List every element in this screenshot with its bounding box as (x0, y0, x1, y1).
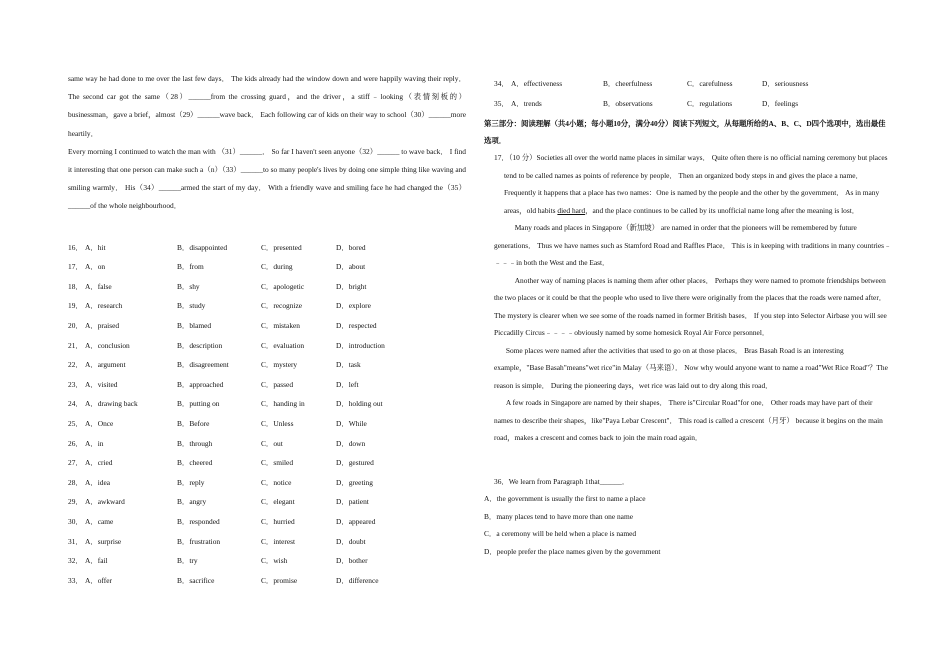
option-b[interactable]: B．from (177, 262, 204, 272)
question-row (68, 492, 466, 512)
option-d[interactable]: D．bright (336, 281, 367, 291)
option-c[interactable]: C．evaluation (261, 340, 305, 350)
option-b[interactable]: B．responded (177, 516, 220, 526)
option-b[interactable]: B．Before (177, 418, 210, 428)
question-row (68, 238, 466, 258)
option-b[interactable]: B．angry (177, 497, 207, 507)
option-a[interactable]: A．on (85, 262, 106, 272)
question-row (484, 74, 892, 94)
option-c[interactable]: C．during (261, 262, 293, 272)
question-number: 35． (494, 98, 509, 108)
option-a[interactable]: A．effectiveness (511, 79, 563, 88)
option-c[interactable]: C．regulations (687, 98, 733, 108)
question-number: 22． (68, 360, 83, 370)
question-number: 23． (68, 379, 83, 389)
question-row (68, 551, 466, 571)
question-number: 17． (68, 262, 83, 272)
option-c[interactable]: C．a ceremony will be held when a place is named (484, 529, 637, 539)
reading-paragraph-1 (494, 149, 892, 219)
question-number: 32． (68, 556, 83, 566)
option-c[interactable]: C．wish (261, 556, 288, 566)
question-row (68, 532, 466, 552)
option-a[interactable]: A．praised (85, 321, 120, 330)
option-d[interactable]: D．down (336, 438, 366, 448)
option-b[interactable]: B．many places tend to have more than one name (484, 511, 633, 521)
question-number: 27． (68, 458, 83, 468)
option-a[interactable]: A．research (85, 301, 123, 311)
option-a[interactable]: A．trends (511, 98, 542, 108)
option-b[interactable]: B．study (177, 301, 206, 311)
option-c[interactable]: C．recognize (261, 301, 303, 311)
option-b[interactable]: B．shy (177, 281, 200, 291)
question-row (68, 434, 466, 454)
question-number: 26． (68, 438, 83, 448)
option-d[interactable]: D．doubt (336, 536, 366, 546)
option-c[interactable]: C．presented (261, 242, 302, 252)
option-b[interactable]: B．cheerfulness (603, 79, 653, 88)
option-a[interactable]: A．drawing back (85, 399, 138, 409)
option-d[interactable]: D．about (336, 262, 366, 272)
question-number: 16． (68, 242, 83, 252)
question-row (68, 375, 466, 395)
reading-paragraph-2: Many roads and places in Singapore（新加坡） are named in order that the pioneers will be remembered by future generations． Thus we have names such as Stamford Road and Raffles Place． This is in keeping with traditions in many countries﹣﹣﹣﹣in both the West and the East． (494, 223, 892, 268)
option-a[interactable]: A．argument (85, 360, 126, 370)
option-a[interactable]: A．offer (85, 575, 112, 585)
option-d[interactable]: D．greeting (336, 477, 373, 487)
option-a[interactable]: A．awkward (85, 497, 125, 507)
option-a[interactable]: A．hit (85, 242, 106, 252)
option-c[interactable]: C．mistaken (261, 321, 301, 330)
question-number: 34． (494, 79, 509, 88)
question-36 (484, 473, 892, 561)
reading-paragraph-3: Another way of naming places is naming them after other places． Perhaps they were named to promote friendships between the two places or it could be that the people who used to live there were originally from the places that the roads were named after． The mystery is clearer when we see some of the roads named in former British bases． If you step into Selector Airbase you will see Piccadilly Circus﹣﹣﹣﹣obviously named by some homesick Royal Air Force personnel． (494, 275, 887, 338)
option-d[interactable]: D．respected (336, 321, 377, 330)
option-b[interactable]: B．disagreement (177, 360, 229, 370)
paragraph-text: ，and the place continues to be called by its unofficial name long after the meaning is lost． (585, 205, 860, 215)
option-b[interactable]: B．cheered (177, 458, 213, 468)
option-d[interactable]: D．bother (336, 556, 368, 566)
section-heading: 第三部分：阅读理解（共4小题；每小题10分，满分40分）阅读下列短文，从每题所给的A、B、C、D四个选项中，选出最佳选项． (484, 119, 886, 146)
option-b[interactable]: B．disappointed (177, 242, 228, 252)
option-d[interactable]: D．explore (336, 301, 371, 311)
option-b[interactable]: B．reply (177, 477, 205, 487)
option-b[interactable]: B．sacrifice (177, 575, 215, 585)
option-d[interactable]: D．appeared (336, 516, 376, 526)
option-d[interactable]: D．introduction (336, 340, 385, 350)
option-c[interactable]: C．mystery (261, 360, 298, 370)
option-b[interactable]: B．frustration (177, 536, 221, 546)
question-number: 33． (68, 575, 83, 585)
reading-paragraph-4: Some places were named after the activities that used to go on at those places． Bras Basah Road is an interesting example，"Base Basah"means"wet rice"in Malay（马来语）． Now why would anyone want to name a road"Wet Rice Road"？The reason is simple． During the pioneering days，wet rice was laid out to dry along this road． (494, 345, 888, 390)
question-number: 25． (68, 418, 83, 428)
option-d[interactable]: D．people prefer the place names given by the government (484, 546, 661, 556)
question-row (68, 355, 466, 375)
question-row (68, 277, 466, 297)
option-c[interactable]: C．notice (261, 477, 292, 487)
cloze-question-list (68, 238, 466, 591)
question-row (68, 512, 466, 532)
option-d[interactable]: D．difference (336, 575, 379, 585)
question-number: 20． (68, 321, 83, 330)
question-number: 21． (68, 340, 83, 350)
option-a[interactable]: A．idea (85, 477, 111, 487)
option-d[interactable]: D．patient (336, 497, 369, 507)
question-number: 24． (68, 399, 83, 409)
question-stem: 36．We learn from Paragraph 1that______． (494, 476, 630, 486)
option-b[interactable]: B．blamed (177, 321, 212, 330)
option-c[interactable]: C．out (261, 438, 283, 448)
option-a[interactable]: A．came (85, 516, 114, 526)
option-b[interactable]: B．through (177, 438, 213, 448)
paragraph-text: 17．（10 分）Societies all over the world name places in similar ways． Quite often there is no official naming ceremony but places tend to be called names as points of reference by people． Then an organized body steps in and gives the place a name． Frequently it happens that a place has two names：One is named by the people and the other by the government． As in many areas，old habits (494, 153, 888, 215)
question-row (68, 257, 466, 277)
option-a[interactable]: A．Once (85, 418, 114, 428)
option-a[interactable]: A．the government is usually the first to name a place (484, 494, 646, 504)
question-number: 28． (68, 477, 83, 487)
question-number: 29． (68, 497, 83, 507)
option-d[interactable]: D．While (336, 418, 367, 428)
question-number: 30． (68, 516, 83, 526)
option-c[interactable]: C．elegant (261, 497, 295, 507)
option-d[interactable]: D．bored (336, 242, 366, 252)
option-c[interactable]: C．apologetic (261, 281, 305, 291)
option-d[interactable]: D．left (336, 379, 359, 389)
question-row (68, 453, 466, 473)
option-c[interactable]: C．handing in (261, 399, 305, 409)
option-a[interactable]: A．cried (85, 458, 113, 468)
option-c[interactable]: C．smiled (261, 458, 294, 468)
option-b[interactable]: B．observations (603, 98, 653, 108)
option-c[interactable]: C．passed (261, 379, 294, 389)
option-a[interactable]: A．fail (85, 556, 108, 566)
question-row (484, 94, 892, 114)
question-row (68, 571, 466, 591)
option-d[interactable]: D．feelings (762, 98, 799, 108)
option-c[interactable]: C．promise (261, 575, 298, 585)
option-d[interactable]: D．gestured (336, 458, 374, 468)
cloze-passage-paragraph: same way he had done to me over the last few days． The kids already had the window down and were happily waving their reply． The second car got the same（28）______from the crossing guard，and the driver，a stiff﹣looking（表情刻板的） businessman，gave a brief，almost（29）______wave back． Each following car of kids on their way to school（30）______more heartily． (68, 74, 466, 138)
question-number: 31． (68, 536, 83, 546)
question-row (68, 336, 466, 356)
question-row (68, 473, 466, 493)
option-b[interactable]: B．try (177, 556, 198, 566)
option-a[interactable]: A．visited (85, 379, 118, 389)
left-column (68, 70, 466, 590)
option-d[interactable]: D．holding out (336, 399, 383, 409)
right-column (484, 74, 892, 560)
question-row (68, 316, 466, 336)
option-a[interactable]: A．surprise (85, 536, 122, 546)
option-d[interactable]: D．seriousness (762, 79, 809, 88)
question-number: 19． (68, 301, 83, 311)
reading-paragraph-5: A few roads in Singapore are named by their shapes． There is"Circular Road"for one． Other roads may have part of their names to describe their shapes，like"Paya Lebar Crescent"． This road is called a crescent（月牙） because it begins on the main road，makes a crescent and comes back to join the main road again． (494, 398, 883, 443)
option-b[interactable]: B．putting on (177, 399, 220, 409)
option-c[interactable]: C．carefulness (687, 79, 733, 88)
option-b[interactable]: B．description (177, 340, 223, 350)
option-c[interactable]: C．interest (261, 536, 296, 546)
option-d[interactable]: D．task (336, 360, 361, 370)
option-a[interactable]: A．in (85, 438, 104, 448)
underlined-phrase: died hard (557, 205, 586, 215)
question-row (68, 296, 466, 316)
cloze-question-list-continued (484, 74, 892, 113)
option-a[interactable]: A．false (85, 281, 112, 291)
option-b[interactable]: B．approached (177, 379, 224, 389)
question-number: 18． (68, 281, 83, 291)
question-row (68, 414, 466, 434)
option-c[interactable]: C．Unless (261, 418, 294, 428)
option-a[interactable]: A．conclusion (85, 340, 130, 350)
cloze-passage-paragraph: Every morning I continued to watch the man with （31）______． So far I haven't seen anyone（32）______ to wave back． I find it interesting that one person can make such a（n）（33）______to so many people's lives by doing one simple thing like waving and smiling warmly． His（34）______armed the start of my day． With a friendly wave and smiling face he had changed the（35）______of the whole neighbourhood． (68, 146, 466, 211)
question-row (68, 394, 466, 414)
option-c[interactable]: C．hurried (261, 516, 295, 526)
